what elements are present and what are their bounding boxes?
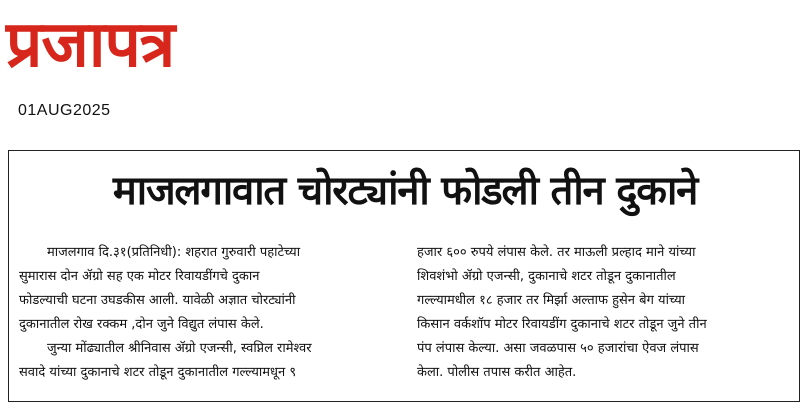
- news-article-clipping: [8, 150, 800, 402]
- article-text-line: फोडल्याची घटना उघडकीस आली. यावेळी अज्ञात चोरट्यांनी: [19, 293, 296, 308]
- article-headline: माजलगावात चोरट्यांनी फोडली तीन दुकाने: [112, 168, 698, 214]
- article-column-left: [19, 241, 399, 385]
- article-text-line: सवादे यांच्या दुकानाचे शटर तोडून दुकानातील गल्ल्यामधून ९: [19, 365, 297, 380]
- article-column-right: [417, 241, 793, 385]
- article-text-line: हजार ६०० रुपये लंपास केले. तर माऊली प्रल्हाद माने यांच्या: [417, 245, 696, 260]
- article-text-line: माजलगाव दि.३१(प्रतिनिधी): शहरात गुरुवारी पहाटेच्या: [47, 245, 301, 260]
- article-text-line: केला. पोलीस तपास करीत आहेत.: [417, 365, 577, 380]
- article-text-line: दुकानातील रोख रक्कम ,दोन जुने विद्युत लंपास केले.: [19, 317, 264, 332]
- newspaper-masthead: प्रजापत्र: [6, 8, 175, 82]
- article-text-line: गल्ल्यामधील १८ हजार तर मिर्झा अल्ताफ हुसेन बेग यांच्या: [417, 293, 685, 308]
- article-text-line: शिवशंभो ॲग्रो एजन्सी, दुकानाचे शटर तोडून दुकानातील: [417, 269, 676, 284]
- article-text-line: जुन्या मोंढ्यातील श्रीनिवास ॲग्रो एजन्सी, स्वप्निल रामेश्वर: [47, 341, 312, 356]
- article-text-line: किसान वर्कशॉप मोटर रिवायडींग दुकानाचे शटर तोडून जुने तीन: [417, 317, 707, 332]
- publication-date: 01AUG2025: [18, 102, 111, 119]
- article-text-line: पंप लंपास केल्या. असा जवळपास ५० हजारांचा ऐवज लंपास: [417, 341, 699, 356]
- article-text-line: सुमारास दोन ॲग्रो सह एक मोटर रिवायडींगचे दुकान: [19, 269, 260, 284]
